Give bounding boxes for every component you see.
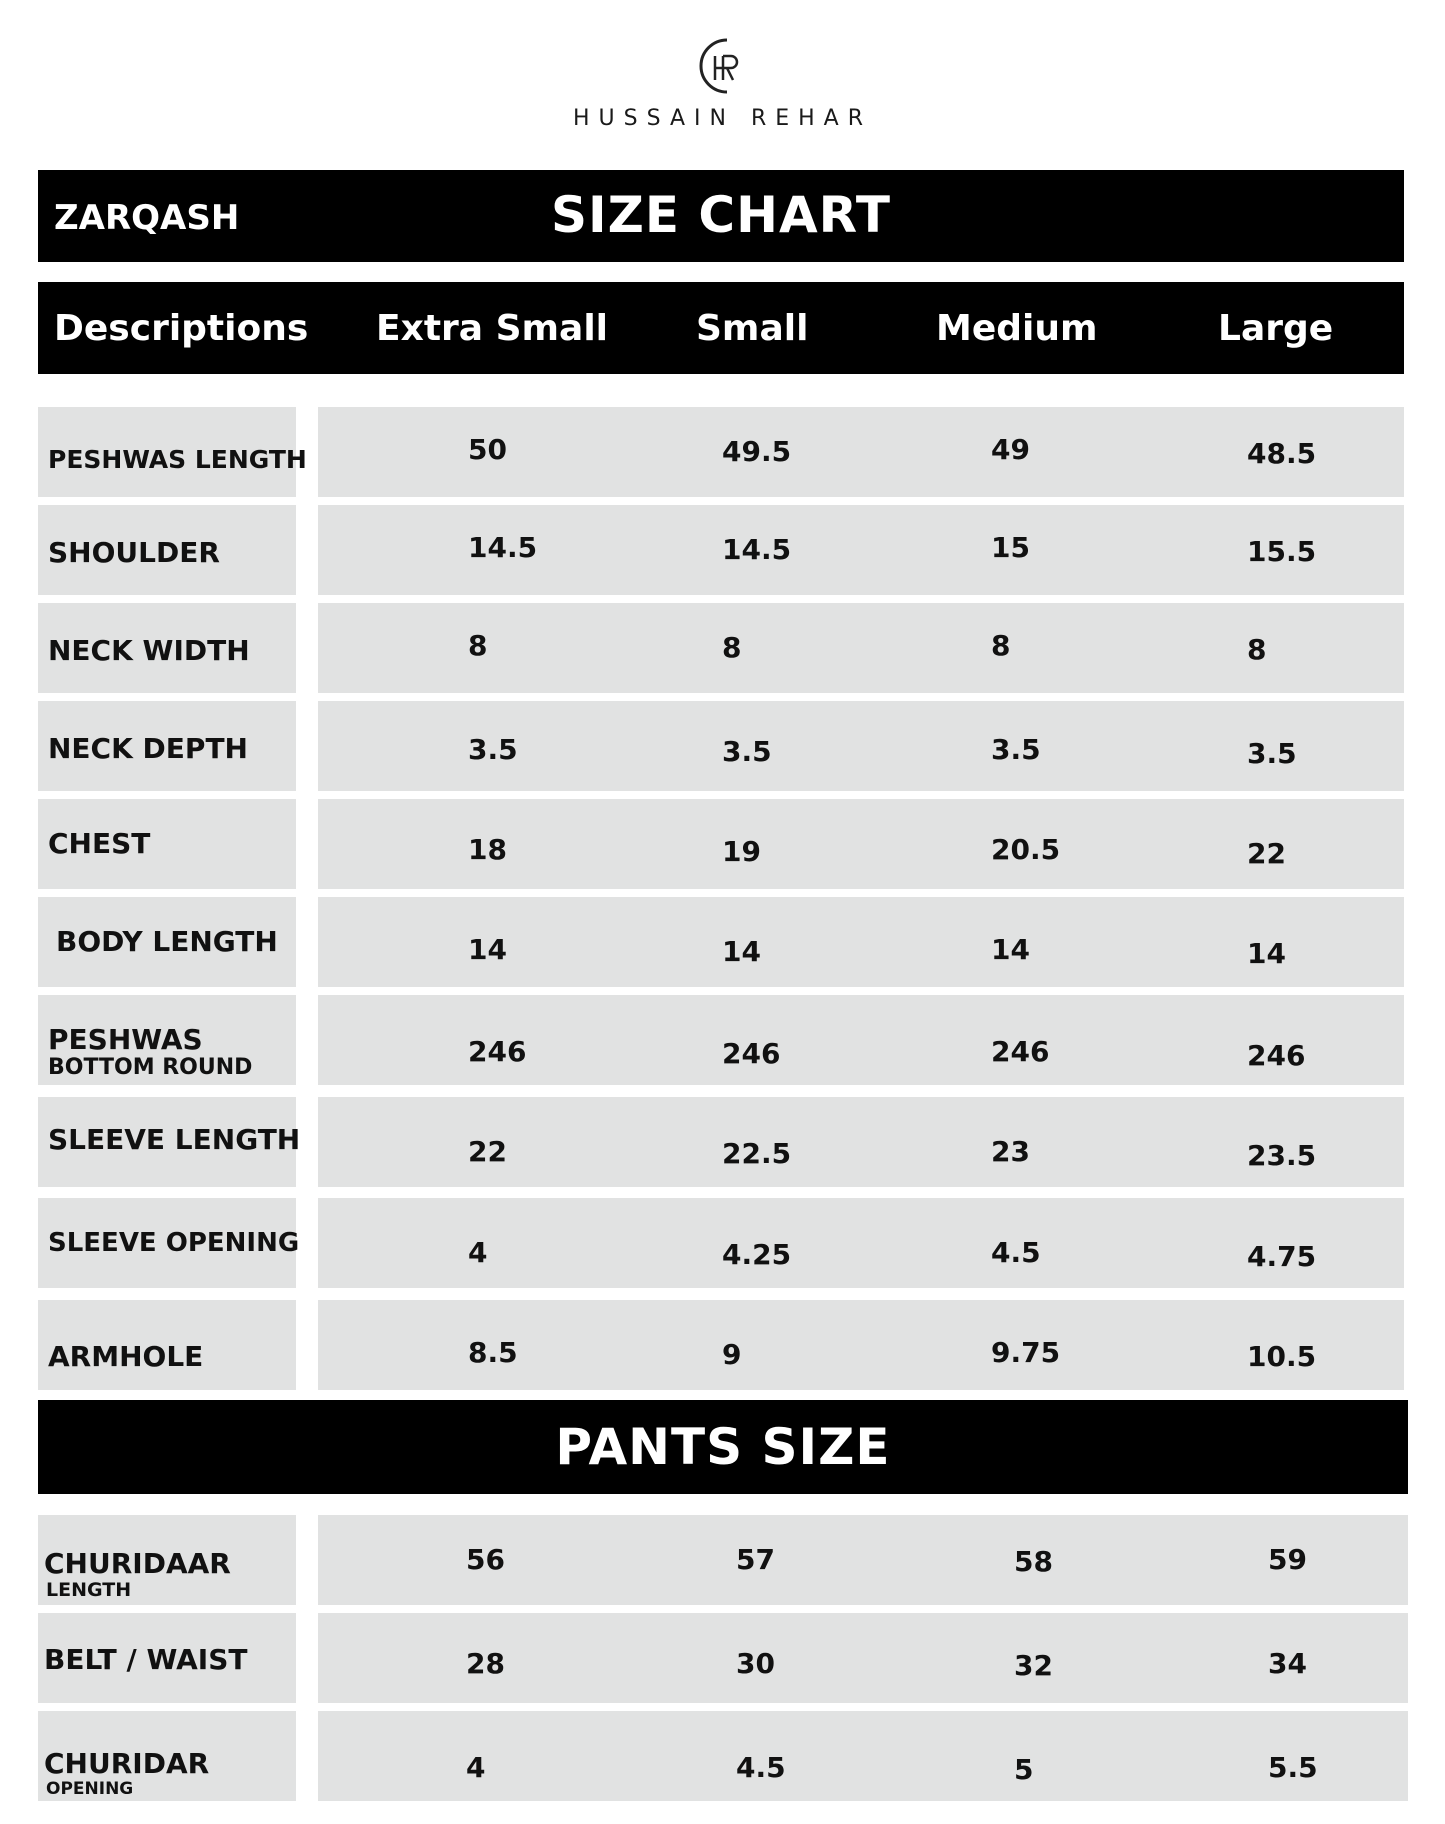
row-label-cell (38, 995, 296, 1085)
value-small: 30 (736, 1647, 775, 1680)
table-row (38, 407, 1404, 497)
row-values-cell (318, 1300, 1404, 1390)
row-label: NECK WIDTH (48, 634, 250, 667)
row-label: SLEEVE OPENING (48, 1228, 300, 1258)
table-row (38, 1097, 1404, 1187)
value-medium: 4.5 (991, 1236, 1041, 1269)
row-label-cell (38, 603, 296, 693)
column-header-small: Small (696, 308, 809, 349)
brand-header (0, 34, 1445, 131)
value-small: 22.5 (722, 1137, 792, 1170)
table-row (38, 1300, 1404, 1390)
value-small: 3.5 (722, 735, 772, 768)
value-medium: 32 (1014, 1649, 1053, 1682)
value-small: 49.5 (722, 435, 792, 468)
row-sublabel: BOTTOM ROUND (48, 1055, 253, 1080)
value-medium: 5 (1014, 1753, 1034, 1786)
value-extra-small: 56 (466, 1543, 505, 1576)
row-label-cell (38, 1300, 296, 1390)
row-label-cell (38, 701, 296, 791)
table-row (38, 603, 1404, 693)
value-medium: 8 (991, 629, 1011, 662)
table-row (38, 1711, 1408, 1801)
row-label: BODY LENGTH (56, 925, 278, 958)
row-label-cell (38, 505, 296, 595)
row-label-cell (38, 1097, 301, 1187)
table-row (38, 995, 1404, 1085)
value-extra-small: 14.5 (468, 531, 538, 564)
value-extra-small: 8 (468, 629, 488, 662)
value-large: 34 (1268, 1647, 1307, 1680)
value-small: 9 (722, 1338, 742, 1371)
value-medium: 15 (991, 531, 1030, 564)
value-large: 23.5 (1247, 1139, 1317, 1172)
row-label: CHURIDAAR (44, 1547, 231, 1580)
value-small: 19 (722, 835, 761, 868)
column-header-large: Large (1218, 308, 1334, 349)
column-header-medium: Medium (936, 308, 1098, 349)
row-values-cell (318, 1515, 1408, 1605)
row-values-cell (318, 1097, 1404, 1187)
table-row (38, 701, 1404, 791)
table-row (38, 1198, 1404, 1288)
value-extra-small: 22 (468, 1135, 507, 1168)
row-values-cell (318, 1711, 1408, 1801)
brand-name: HUSSAIN REHAR (572, 106, 873, 131)
value-extra-small: 50 (468, 433, 507, 466)
collection-name: ZARQASH (54, 198, 240, 238)
row-label: PESHWAS (48, 1023, 203, 1056)
value-medium: 3.5 (991, 733, 1041, 766)
column-header-bar (38, 282, 1404, 374)
row-values-cell (318, 505, 1404, 595)
value-large: 48.5 (1247, 437, 1317, 470)
pants-size-bar (38, 1400, 1408, 1494)
row-label-cell (38, 799, 296, 889)
row-values-cell (318, 1198, 1404, 1288)
value-small: 57 (736, 1543, 775, 1576)
value-medium: 246 (991, 1035, 1050, 1068)
row-sublabel: LENGTH (46, 1579, 132, 1601)
value-small: 4.5 (736, 1751, 786, 1784)
value-medium: 58 (1014, 1545, 1053, 1578)
page-title: SIZE CHART (550, 186, 892, 244)
row-label-cell (38, 1198, 300, 1288)
table-row (38, 505, 1404, 595)
value-large: 8 (1247, 633, 1267, 666)
row-label: ARMHOLE (48, 1340, 204, 1373)
row-label: CHURIDAR (44, 1747, 210, 1780)
value-extra-small: 28 (466, 1647, 505, 1680)
value-medium: 14 (991, 933, 1030, 966)
row-label-cell (38, 1515, 296, 1605)
value-medium: 9.75 (991, 1336, 1061, 1369)
value-medium: 49 (991, 433, 1030, 466)
pants-size-title: PANTS SIZE (555, 1418, 891, 1476)
row-values-cell (318, 799, 1404, 889)
row-label-cell (38, 1613, 296, 1703)
row-values-cell (318, 701, 1404, 791)
row-values-cell (318, 995, 1404, 1085)
row-values-cell (318, 603, 1404, 693)
value-small: 246 (722, 1037, 781, 1070)
value-medium: 20.5 (991, 833, 1061, 866)
table-row (38, 1515, 1408, 1605)
value-large: 3.5 (1247, 737, 1297, 770)
row-values-cell (318, 407, 1404, 497)
brand-logo-icon (693, 34, 753, 98)
value-extra-small: 18 (468, 833, 507, 866)
value-extra-small: 4 (468, 1236, 488, 1269)
value-large: 22 (1247, 837, 1286, 870)
row-values-cell (318, 1613, 1408, 1703)
value-large: 10.5 (1247, 1340, 1317, 1373)
value-large: 246 (1247, 1039, 1306, 1072)
value-extra-small: 3.5 (468, 733, 518, 766)
value-medium: 23 (991, 1135, 1030, 1168)
row-label-cell (38, 1711, 296, 1801)
row-label: NECK DEPTH (48, 732, 248, 765)
row-label: CHEST (48, 827, 151, 860)
value-large: 14 (1247, 937, 1286, 970)
table-row (38, 897, 1404, 987)
row-label: SLEEVE LENGTH (48, 1123, 301, 1156)
row-sublabel: OPENING (46, 1779, 134, 1799)
row-label: PESHWAS LENGTH (48, 445, 307, 474)
value-large: 59 (1268, 1543, 1307, 1576)
value-large: 5.5 (1268, 1751, 1318, 1784)
table-row (38, 799, 1404, 889)
value-small: 14.5 (722, 533, 792, 566)
column-header-descriptions: Descriptions (54, 308, 309, 349)
value-large: 4.75 (1247, 1240, 1317, 1273)
row-label: BELT / WAIST (44, 1643, 248, 1676)
title-bar (38, 170, 1404, 262)
row-label-cell (38, 897, 296, 987)
row-label-cell (38, 407, 307, 497)
value-extra-small: 14 (468, 933, 507, 966)
table-row (38, 1613, 1408, 1703)
value-extra-small: 8.5 (468, 1336, 518, 1369)
column-header-extra-small: Extra Small (376, 308, 609, 349)
value-large: 15.5 (1247, 535, 1317, 568)
value-extra-small: 4 (466, 1751, 486, 1784)
value-small: 14 (722, 935, 761, 968)
value-small: 8 (722, 631, 742, 664)
value-small: 4.25 (722, 1238, 792, 1271)
row-values-cell (318, 897, 1404, 987)
row-label: SHOULDER (48, 536, 220, 569)
value-extra-small: 246 (468, 1035, 527, 1068)
